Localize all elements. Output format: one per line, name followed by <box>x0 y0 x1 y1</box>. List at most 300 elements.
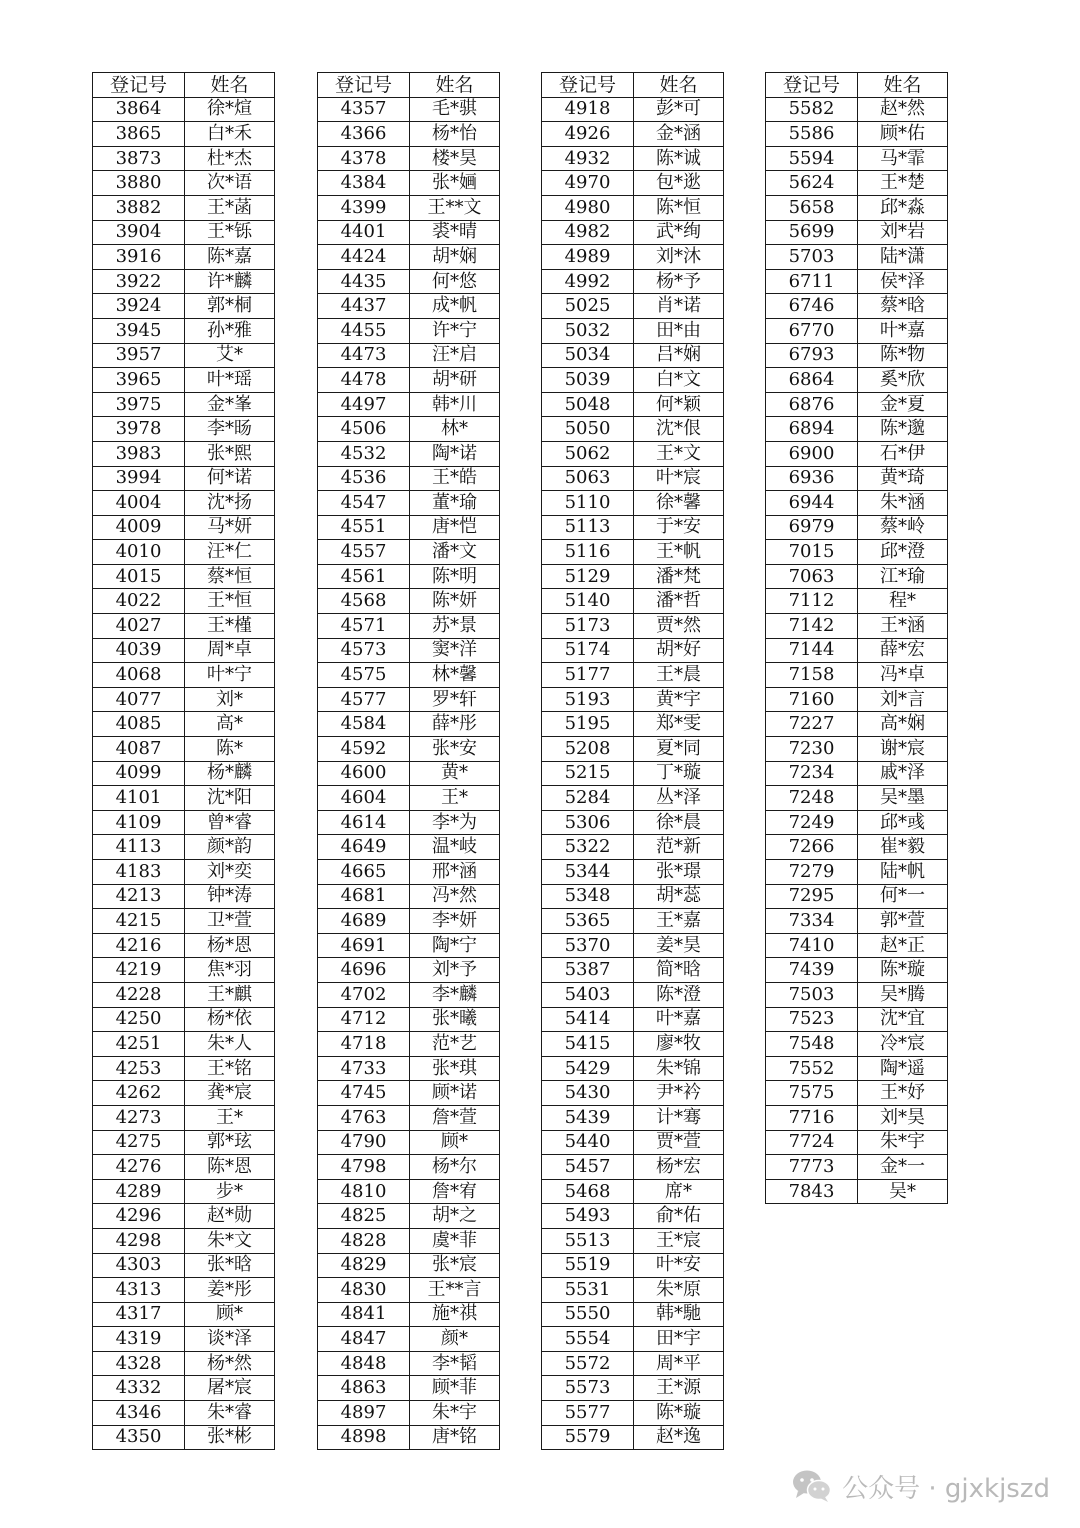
registration-number: 4262 <box>93 1081 185 1106</box>
registration-number: 3957 <box>93 343 185 368</box>
registration-number: 7523 <box>766 1007 858 1032</box>
student-name: 邱*彧 <box>858 810 948 835</box>
student-name: 郭*玹 <box>185 1130 275 1155</box>
registration-number: 4298 <box>93 1228 185 1253</box>
registration-number: 5032 <box>542 318 634 343</box>
table-row <box>318 392 500 417</box>
registration-number: 7279 <box>766 860 858 885</box>
registration-number: 7249 <box>766 810 858 835</box>
student-name: 王*麒 <box>185 982 275 1007</box>
registration-number: 4600 <box>318 761 410 786</box>
table-row <box>318 97 500 122</box>
table-row <box>318 195 500 220</box>
student-name: 马*霏 <box>858 146 948 171</box>
registration-number: 3945 <box>93 318 185 343</box>
registration-number: 4829 <box>318 1253 410 1278</box>
student-name: 艾* <box>185 343 275 368</box>
registration-number: 4733 <box>318 1056 410 1081</box>
student-name: 吕*娴 <box>634 343 724 368</box>
registration-number: 3978 <box>93 417 185 442</box>
student-name: 金*峯 <box>185 392 275 417</box>
table-row <box>318 564 500 589</box>
table-row <box>766 958 948 983</box>
student-name: 黄* <box>410 761 500 786</box>
registration-number: 5387 <box>542 958 634 983</box>
registration-number: 4897 <box>318 1401 410 1426</box>
table-row <box>93 1007 275 1032</box>
registration-number: 7548 <box>766 1032 858 1057</box>
registration-number: 4085 <box>93 712 185 737</box>
table-row <box>318 122 500 147</box>
registration-number: 5703 <box>766 245 858 270</box>
registration-number: 6894 <box>766 417 858 442</box>
table-row <box>318 761 500 786</box>
table-row <box>318 1253 500 1278</box>
registration-number: 5116 <box>542 540 634 565</box>
registration-number: 6864 <box>766 368 858 393</box>
registration-number: 4847 <box>318 1327 410 1352</box>
student-name: 詹*萱 <box>410 1105 500 1130</box>
table-row <box>318 614 500 639</box>
table-row <box>93 1204 275 1229</box>
table-row <box>766 1105 948 1130</box>
student-name: 许*麟 <box>185 269 275 294</box>
registration-number: 4101 <box>93 786 185 811</box>
student-name: 王* <box>185 1105 275 1130</box>
registration-number: 5344 <box>542 860 634 885</box>
table-row <box>542 245 724 270</box>
registration-number: 5208 <box>542 737 634 762</box>
table-row <box>766 589 948 614</box>
table-row <box>93 909 275 934</box>
student-name: 王*源 <box>634 1376 724 1401</box>
registration-number: 4068 <box>93 663 185 688</box>
student-name: 邢*涵 <box>410 860 500 885</box>
registration-number: 5457 <box>542 1155 634 1180</box>
registration-number: 7724 <box>766 1130 858 1155</box>
student-name: 武*绚 <box>634 220 724 245</box>
student-name: 周*卓 <box>185 638 275 663</box>
student-name: 周*平 <box>634 1351 724 1376</box>
registration-number: 4219 <box>93 958 185 983</box>
student-name: 贾*萱 <box>634 1130 724 1155</box>
student-name: 刘*昊 <box>858 1105 948 1130</box>
registration-number: 5415 <box>542 1032 634 1057</box>
table-row <box>318 1425 500 1450</box>
registration-number: 4926 <box>542 122 634 147</box>
registration-number: 4009 <box>93 515 185 540</box>
table-row <box>318 737 500 762</box>
student-name: 陶*宁 <box>410 933 500 958</box>
table-row <box>542 441 724 466</box>
table-row <box>318 220 500 245</box>
registration-number: 4718 <box>318 1032 410 1057</box>
table-row <box>93 1401 275 1426</box>
table-row <box>766 982 948 1007</box>
registration-number: 4022 <box>93 589 185 614</box>
table-row <box>93 122 275 147</box>
student-name: 邱*淼 <box>858 195 948 220</box>
registration-number: 4213 <box>93 884 185 909</box>
table-row <box>542 294 724 319</box>
table-row <box>766 171 948 196</box>
registration-number: 7142 <box>766 614 858 639</box>
registration-number: 4099 <box>93 761 185 786</box>
registration-number: 5586 <box>766 122 858 147</box>
registration-number: 4424 <box>318 245 410 270</box>
registration-number: 4828 <box>318 1228 410 1253</box>
student-name: 沈*宜 <box>858 1007 948 1032</box>
student-name: 陈* <box>185 737 275 762</box>
student-name: 陈*邈 <box>858 417 948 442</box>
table-row <box>766 663 948 688</box>
registration-number: 4010 <box>93 540 185 565</box>
table-row <box>542 269 724 294</box>
registration-number: 4932 <box>542 146 634 171</box>
student-name: 王**言 <box>410 1278 500 1303</box>
student-name: 蔡*岭 <box>858 515 948 540</box>
table-row <box>766 884 948 909</box>
table-row <box>93 1278 275 1303</box>
table-row <box>766 343 948 368</box>
table-row <box>766 687 948 712</box>
student-name: 张*璟 <box>634 860 724 885</box>
table-row <box>766 737 948 762</box>
student-name: 刘*岩 <box>858 220 948 245</box>
table-row <box>318 909 500 934</box>
student-name: 张*晗 <box>185 1253 275 1278</box>
table-row <box>93 761 275 786</box>
table-row <box>542 835 724 860</box>
table-row <box>318 343 500 368</box>
registration-number: 4536 <box>318 466 410 491</box>
registration-number: 6746 <box>766 294 858 319</box>
table-row <box>93 491 275 516</box>
registration-number: 5215 <box>542 761 634 786</box>
table-row <box>93 860 275 885</box>
registration-number: 4039 <box>93 638 185 663</box>
registration-number: 5050 <box>542 417 634 442</box>
registration-number: 7144 <box>766 638 858 663</box>
table-row <box>318 638 500 663</box>
student-name: 毛*骐 <box>410 97 500 122</box>
registration-number: 4015 <box>93 564 185 589</box>
student-name: 朱*锦 <box>634 1056 724 1081</box>
table-row <box>542 712 724 737</box>
registration-number: 6900 <box>766 441 858 466</box>
student-name: 唐*铭 <box>410 1425 500 1450</box>
table-row <box>318 982 500 1007</box>
registration-number: 4825 <box>318 1204 410 1229</box>
student-name: 杨*麟 <box>185 761 275 786</box>
registration-number: 6936 <box>766 466 858 491</box>
table-row <box>542 564 724 589</box>
table-header-row <box>318 73 500 98</box>
student-name: 何*一 <box>858 884 948 909</box>
student-name: 计*骞 <box>634 1105 724 1130</box>
table-row <box>542 1425 724 1450</box>
registration-number: 7160 <box>766 687 858 712</box>
registration-number: 4577 <box>318 687 410 712</box>
table-row <box>318 786 500 811</box>
table-row <box>93 195 275 220</box>
student-name: 吴*腾 <box>858 982 948 1007</box>
registration-number: 7410 <box>766 933 858 958</box>
table-row <box>766 392 948 417</box>
registration-number: 7295 <box>766 884 858 909</box>
table-row <box>318 1327 500 1352</box>
student-name: 范*艺 <box>410 1032 500 1057</box>
student-name: 胡*好 <box>634 638 724 663</box>
table-row <box>766 245 948 270</box>
registration-number: 5658 <box>766 195 858 220</box>
student-name: 赵*正 <box>858 933 948 958</box>
student-name: 楼*昊 <box>410 146 500 171</box>
student-name: 罗*轩 <box>410 687 500 712</box>
student-name: 刘*言 <box>858 687 948 712</box>
student-name: 朱*涵 <box>858 491 948 516</box>
registration-number: 5062 <box>542 441 634 466</box>
student-name: 陶*诺 <box>410 441 500 466</box>
registration-number: 5195 <box>542 712 634 737</box>
student-name: 肖*诺 <box>634 294 724 319</box>
student-name: 汪*仁 <box>185 540 275 565</box>
student-name: 刘* <box>185 687 275 712</box>
student-name: 张*安 <box>410 737 500 762</box>
student-name: 简*晗 <box>634 958 724 983</box>
table-header-row <box>766 73 948 98</box>
table-row <box>542 540 724 565</box>
student-name: 朱*睿 <box>185 1401 275 1426</box>
registration-number: 7334 <box>766 909 858 934</box>
registration-number: 6770 <box>766 318 858 343</box>
table-row <box>318 171 500 196</box>
table-row <box>318 1155 500 1180</box>
registration-number: 4478 <box>318 368 410 393</box>
registration-number: 4473 <box>318 343 410 368</box>
student-name: 徐*馨 <box>634 491 724 516</box>
student-name: 成*帆 <box>410 294 500 319</box>
table-header-row <box>542 73 724 98</box>
registration-number: 7843 <box>766 1179 858 1204</box>
student-name: 包*逖 <box>634 171 724 196</box>
table-row <box>542 1228 724 1253</box>
table-row <box>93 97 275 122</box>
table-row <box>318 589 500 614</box>
registration-number: 7575 <box>766 1081 858 1106</box>
registration-number: 5440 <box>542 1130 634 1155</box>
student-name: 张*熙 <box>185 441 275 466</box>
table-row <box>93 515 275 540</box>
registration-number: 5113 <box>542 515 634 540</box>
student-name: 程* <box>858 589 948 614</box>
header-id: 登记号 <box>93 73 185 98</box>
student-name: 张*彬 <box>185 1425 275 1450</box>
student-name: 朱*宇 <box>410 1401 500 1426</box>
registration-number: 3965 <box>93 368 185 393</box>
registration-number: 7503 <box>766 982 858 1007</box>
student-name: 蔡*晗 <box>858 294 948 319</box>
table-row <box>93 540 275 565</box>
registration-number: 4573 <box>318 638 410 663</box>
student-name: 赵*逸 <box>634 1425 724 1450</box>
table-row <box>93 1376 275 1401</box>
table-row <box>93 220 275 245</box>
registration-number: 4691 <box>318 933 410 958</box>
student-name: 潘*哲 <box>634 589 724 614</box>
student-name: 杨*予 <box>634 269 724 294</box>
registration-number: 4575 <box>318 663 410 688</box>
table-row <box>318 1228 500 1253</box>
table-row <box>93 1228 275 1253</box>
registration-number: 4296 <box>93 1204 185 1229</box>
registration-number: 4366 <box>318 122 410 147</box>
registration-number: 5129 <box>542 564 634 589</box>
student-name: 王*嘉 <box>634 909 724 934</box>
student-name: 黄*琦 <box>858 466 948 491</box>
student-name: 温*岐 <box>410 835 500 860</box>
registration-number: 7230 <box>766 737 858 762</box>
table-row <box>542 614 724 639</box>
table-row <box>93 441 275 466</box>
table-row <box>542 1401 724 1426</box>
registration-number: 4989 <box>542 245 634 270</box>
registration-number: 5025 <box>542 294 634 319</box>
student-name: 郑*雯 <box>634 712 724 737</box>
table-header-row <box>93 73 275 98</box>
table-row <box>766 491 948 516</box>
table-row <box>766 122 948 147</box>
table-row <box>318 712 500 737</box>
registration-number: 3916 <box>93 245 185 270</box>
student-name: 顾*菲 <box>410 1376 500 1401</box>
student-name: 陶*遥 <box>858 1056 948 1081</box>
table-row <box>542 1056 724 1081</box>
registration-number: 4712 <box>318 1007 410 1032</box>
table-row <box>542 1204 724 1229</box>
student-name: 裘*晴 <box>410 220 500 245</box>
student-name: 陈*璇 <box>858 958 948 983</box>
registration-number: 4689 <box>318 909 410 934</box>
header-id: 登记号 <box>318 73 410 98</box>
registration-number: 3994 <box>93 466 185 491</box>
table-row <box>542 761 724 786</box>
registration-number: 5531 <box>542 1278 634 1303</box>
table-row <box>766 1155 948 1180</box>
student-name: 屠*宸 <box>185 1376 275 1401</box>
table-row <box>318 933 500 958</box>
student-name: 王*文 <box>634 441 724 466</box>
table-row <box>766 1179 948 1204</box>
student-name: 蔡*恒 <box>185 564 275 589</box>
student-name: 叶*宸 <box>634 466 724 491</box>
student-name: 马*妍 <box>185 515 275 540</box>
table-row <box>93 712 275 737</box>
student-name: 朱*人 <box>185 1032 275 1057</box>
registration-number: 5468 <box>542 1179 634 1204</box>
student-name: 张*宸 <box>410 1253 500 1278</box>
registration-number: 5063 <box>542 466 634 491</box>
registration-number: 4497 <box>318 392 410 417</box>
table-row <box>542 737 724 762</box>
registration-number: 5048 <box>542 392 634 417</box>
table-row <box>542 368 724 393</box>
student-name: 李*为 <box>410 810 500 835</box>
student-name: 张*曦 <box>410 1007 500 1032</box>
student-name: 金*一 <box>858 1155 948 1180</box>
registration-number: 7158 <box>766 663 858 688</box>
table-row <box>766 417 948 442</box>
registration-number: 4437 <box>318 294 410 319</box>
table-row <box>766 786 948 811</box>
student-name: 吴*墨 <box>858 786 948 811</box>
student-name: 尹*衿 <box>634 1081 724 1106</box>
student-name: 王*妤 <box>858 1081 948 1106</box>
table-row <box>93 245 275 270</box>
registration-number: 3873 <box>93 146 185 171</box>
table-row <box>93 1155 275 1180</box>
registration-number: 3983 <box>93 441 185 466</box>
registration-number: 4251 <box>93 1032 185 1057</box>
table-row <box>542 1155 724 1180</box>
student-name: 丁*璇 <box>634 761 724 786</box>
header-name: 姓名 <box>410 73 500 98</box>
student-name: 刘*沐 <box>634 245 724 270</box>
student-name: 高*娴 <box>858 712 948 737</box>
table-row <box>93 466 275 491</box>
registration-number: 4696 <box>318 958 410 983</box>
registration-number: 4561 <box>318 564 410 589</box>
table-row <box>93 1425 275 1450</box>
table-row <box>542 884 724 909</box>
registration-number: 4183 <box>93 860 185 885</box>
table-row <box>93 343 275 368</box>
registration-number: 4332 <box>93 1376 185 1401</box>
watermark-text: 公众号 · gjxkjszd <box>842 1473 1050 1504</box>
table-row <box>318 146 500 171</box>
registration-number: 5370 <box>542 933 634 958</box>
registration-number: 4532 <box>318 441 410 466</box>
registration-number: 5174 <box>542 638 634 663</box>
student-name: 许*宁 <box>410 318 500 343</box>
roster-table-4 <box>765 72 948 1204</box>
registration-number: 4303 <box>93 1253 185 1278</box>
table-row <box>318 810 500 835</box>
registration-number: 4275 <box>93 1130 185 1155</box>
student-name: 赵*然 <box>858 97 948 122</box>
table-row <box>542 491 724 516</box>
table-row <box>542 1376 724 1401</box>
table-row <box>766 368 948 393</box>
student-name: 陈*明 <box>410 564 500 589</box>
watermark <box>792 1466 1050 1506</box>
registration-number: 5365 <box>542 909 634 934</box>
registration-number: 5573 <box>542 1376 634 1401</box>
student-name: 叶*嘉 <box>634 1007 724 1032</box>
table-row <box>93 663 275 688</box>
header-name: 姓名 <box>185 73 275 98</box>
registration-number: 4004 <box>93 491 185 516</box>
table-row <box>318 515 500 540</box>
student-name: 王*宸 <box>634 1228 724 1253</box>
table-row <box>93 1327 275 1352</box>
table-row <box>318 368 500 393</box>
table-row <box>766 220 948 245</box>
registration-number: 7716 <box>766 1105 858 1130</box>
table-row <box>93 318 275 343</box>
registration-number: 6979 <box>766 515 858 540</box>
registration-number: 7248 <box>766 786 858 811</box>
